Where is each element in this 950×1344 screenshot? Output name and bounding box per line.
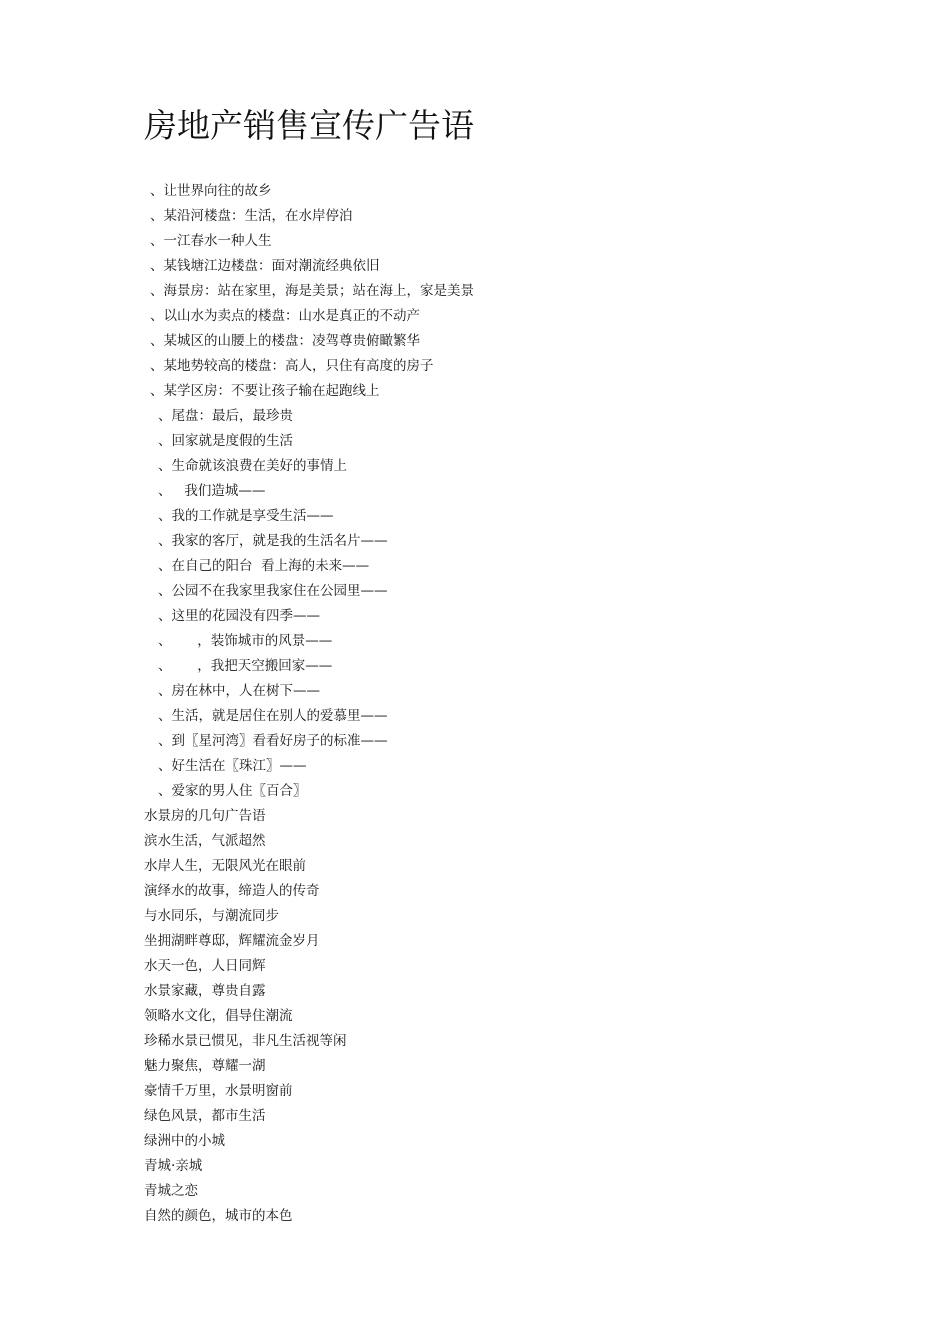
- list-item: 、到〖星河湾〗看看好房子的标准——: [158, 733, 388, 749]
- list-item: 、 ，装饰城市的风景——: [158, 633, 333, 649]
- list-item: 、一江春水一种人生: [150, 233, 272, 249]
- list-item: 、尾盘：最后，最珍贵: [158, 408, 293, 424]
- list-item: 、生活，就是居住在别人的爱慕里——: [158, 708, 388, 724]
- list-item: 、以山水为卖点的楼盘：山水是真正的不动产: [150, 308, 420, 324]
- section-heading: 水景房的几句广告语: [144, 808, 266, 824]
- list-item: 、海景房：站在家里，海是美景；站在海上，家是美景: [150, 283, 474, 299]
- slogan-item: 坐拥湖畔尊邸，辉耀流金岁月: [144, 933, 320, 949]
- list-item: 、某地势较高的楼盘：高人，只住有高度的房子: [150, 358, 434, 374]
- slogan-item: 珍稀水景已惯见，非凡生活视等闲: [144, 1033, 347, 1049]
- list-item: 、公园不在我家里我家住在公园里——: [158, 583, 388, 599]
- list-item: 、某钱塘江边楼盘：面对潮流经典依旧: [150, 258, 380, 274]
- slogan-item: 领略水文化，倡导住潮流: [144, 1008, 293, 1024]
- list-item: 、我家的客厅，就是我的生活名片——: [158, 533, 388, 549]
- list-item: 、生命就该浪费在美好的事情上: [158, 458, 347, 474]
- list-item: 、 ，我把天空搬回家——: [158, 658, 333, 674]
- slogan-item: 水景家藏，尊贵自露: [144, 983, 266, 999]
- slogan-item: 青城·亲城: [144, 1158, 203, 1174]
- slogan-item: 绿色风景，都市生活: [144, 1108, 266, 1124]
- slogan-item: 滨水生活，气派超然: [144, 833, 266, 849]
- slogan-item: 与水同乐，与潮流同步: [144, 908, 279, 924]
- slogan-item: 演绎水的故事，缔造人的传奇: [144, 883, 320, 899]
- document-title: 房地产销售宣传广告语: [144, 106, 474, 145]
- list-item: 、让世界向往的故乡: [150, 183, 272, 199]
- list-item: 、我的工作就是享受生活——: [158, 508, 334, 524]
- slogan-item: 魅力聚焦，尊耀一湖: [144, 1058, 266, 1074]
- list-item: 、回家就是度假的生活: [158, 433, 293, 449]
- slogan-item: 青城之恋: [144, 1183, 198, 1199]
- list-item: 、某沿河楼盘：生活，在水岸停泊: [150, 208, 353, 224]
- list-item: 、 我们造城——: [158, 483, 266, 499]
- list-item: 、某城区的山腰上的楼盘：凌驾尊贵俯瞰繁华: [150, 333, 420, 349]
- slogan-item: 水岸人生，无限风光在眼前: [144, 858, 306, 874]
- list-item: 、在自己的阳台 看上海的未来——: [158, 558, 370, 574]
- list-item: 、爱家的男人住〖百合〗: [158, 783, 307, 799]
- slogan-item: 自然的颜色，城市的本色: [144, 1208, 293, 1224]
- slogan-item: 水天一色，人日同辉: [144, 958, 266, 974]
- list-item: 、某学区房：不要让孩子输在起跑线上: [150, 383, 380, 399]
- list-item: 、这里的花园没有四季——: [158, 608, 320, 624]
- slogan-item: 绿洲中的小城: [144, 1133, 225, 1149]
- list-item: 、房在林中，人在树下——: [158, 683, 320, 699]
- slogan-item: 豪情千万里，水景明窗前: [144, 1083, 293, 1099]
- list-item: 、好生活在〖珠江〗——: [158, 758, 307, 774]
